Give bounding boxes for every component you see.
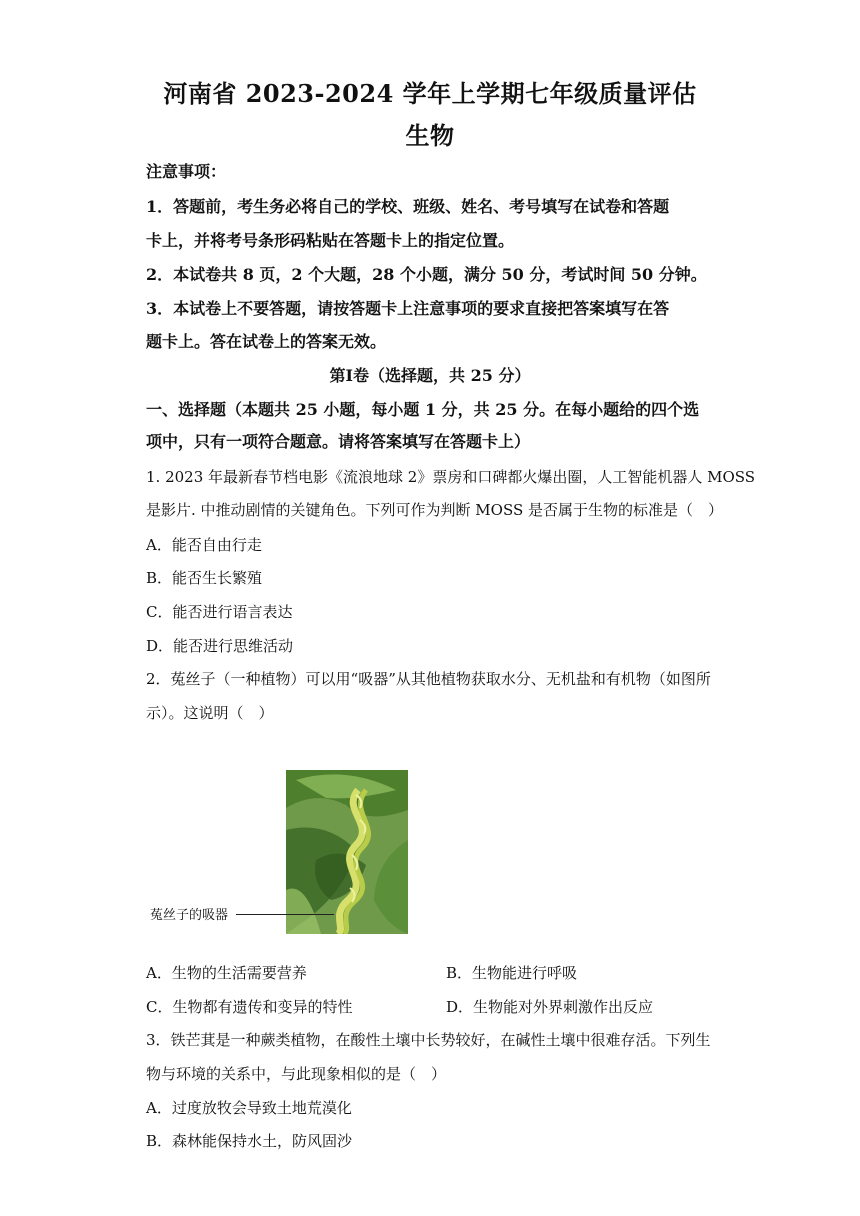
q3-stem-line-1: 3．铁芒萁是一种蕨类植物，在酸性土壤中长势较好，在碱性土壤中很难存活。下列生: [146, 1031, 711, 1049]
q1-option-a: A．能否自由行走: [146, 536, 262, 554]
q3-option-b: B．森林能保持水土，防风固沙: [146, 1132, 353, 1150]
notice-heading: 注意事项：: [146, 162, 227, 181]
subject-title: 生物: [405, 121, 455, 150]
section-instruction-line-1: 一、选择题（本题共 25 小题，每小题 1 分，共 25 分。在每小题给的四个选: [146, 400, 700, 419]
q2-option-d: D．生物能对外界刺激作出反应: [446, 998, 654, 1016]
dodder-photo: [286, 770, 408, 934]
q3-stem-line-2: 物与环境的关系中，与此现象相似的是（ ）: [146, 1065, 447, 1083]
section-instruction-line-2: 项中，只有一项符合题意。请将答案填写在答题卡上）: [146, 432, 531, 451]
q1-option-d: D．能否进行思维活动: [146, 637, 294, 655]
callout-leader-line: [236, 914, 334, 915]
notice-item-3-line-2: 题卡上。答在试卷上的答案无效。: [146, 332, 387, 351]
dodder-illustration: [286, 770, 408, 934]
notice-item-3-line-1: 3．本试卷上不要答题，请按答题卡上注意事项的要求直接把答案填写在答: [146, 299, 670, 318]
q2-option-a: A．生物的生活需要营养: [146, 964, 307, 982]
q1-stem-line-1: 1. 2023 年最新春节档电影《流浪地球 2》票房和口碑都火爆出圈，人工智能机器人 MOSS: [146, 468, 756, 486]
notice-item-2: 2．本试卷共 8 页，2 个大题，28 个小题，满分 50 分，考试时间 50 分钟。: [146, 265, 707, 284]
section-title: 第Ⅰ卷（选择题，共 25 分）: [329, 366, 531, 385]
q1-option-c: C．能否进行语言表达: [146, 603, 293, 621]
q2-stem-line-1: 2．菟丝子（一种植物）可以用“吸器”从其他植物获取水分、无机盐和有机物（如图所: [146, 670, 711, 688]
dodder-haustorium-label: 菟丝子的吸器: [150, 908, 229, 923]
exam-title: 河南省 2023-2024 学年上学期七年级质量评估: [163, 79, 697, 108]
q1-stem-line-2: 是影片. 中推动剧情的关键角色。下列可作为判断 MOSS 是否属于生物的标准是（ ）: [146, 501, 724, 519]
notice-item-1-line-2: 卡上，并将考号条形码粘贴在答题卡上的指定位置。: [146, 231, 515, 250]
dodder-figure: [146, 768, 426, 938]
q2-stem-line-2: 示）。这说明（ ）: [146, 704, 274, 722]
notice-item-1-line-1: 1．答题前，考生务必将自己的学校、班级、姓名、考号填写在试卷和答题: [146, 197, 670, 216]
q3-option-a: A．过度放牧会导致土地荒漠化: [146, 1099, 352, 1117]
q2-option-b: B．生物能进行呼吸: [446, 964, 578, 982]
q1-option-b: B．能否生长繁殖: [146, 569, 263, 587]
q2-option-c: C．生物都有遗传和变异的特性: [146, 998, 353, 1016]
